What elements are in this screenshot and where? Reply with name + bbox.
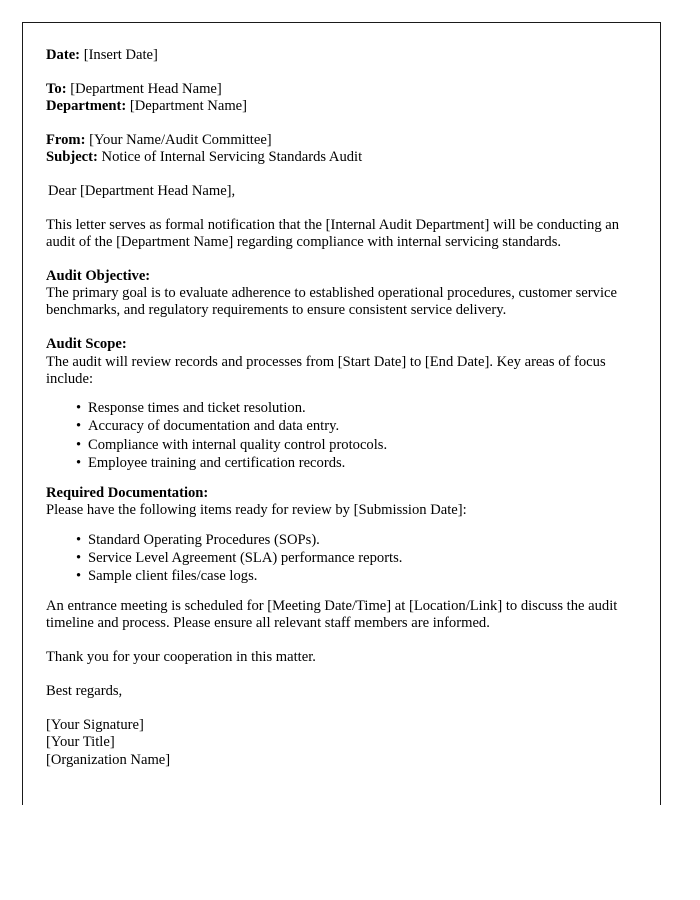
- meeting-paragraph: An entrance meeting is scheduled for [Meeting Date/Time] at [Location/Link] to discuss the audit timeline and process. Please ensure all relevant staff members are informed.: [46, 598, 618, 632]
- section-required-documentation: [46, 485, 628, 585]
- date-line: [46, 47, 628, 64]
- department-line: [46, 98, 628, 115]
- list-item: • Service Level Agreement (SLA) performance reports.: [46, 549, 628, 567]
- required-documentation-bullet-list: [46, 531, 628, 586]
- subject-label: Subject:: [46, 149, 98, 166]
- subject-value: Notice of Internal Servicing Standards Audit: [101, 149, 363, 166]
- date-value: [Insert Date]: [83, 47, 158, 63]
- department-value: [Department Name]: [129, 98, 248, 115]
- list-item: • Response times and ticket resolution.: [46, 399, 628, 417]
- subject-line: [46, 149, 628, 166]
- salutation: Dear [Department Head Name],: [48, 182, 236, 199]
- date-block: [46, 47, 628, 64]
- signature-block: [46, 717, 628, 770]
- department-label: Department:: [46, 98, 127, 115]
- thanks-paragraph-block: [46, 649, 628, 666]
- list-item: • Accuracy of documentation and data entry.: [46, 417, 628, 435]
- from-line: [46, 132, 628, 149]
- title-line: [Your Title]: [46, 734, 115, 751]
- meeting-paragraph-block: [46, 598, 628, 633]
- section-body: The primary goal is to evaluate adherence to established operational procedures, customer service benchmarks, and regulatory requirements to ensure consistent service delivery.: [46, 285, 617, 319]
- document-page: [22, 22, 661, 805]
- list-item: • Standard Operating Procedures (SOPs).: [46, 531, 628, 549]
- from-value: [Your Name/Audit Committee]: [89, 131, 272, 148]
- to-label: To:: [46, 80, 67, 97]
- sender-block: [46, 132, 628, 167]
- section-audit-objective: [46, 268, 628, 320]
- list-item: • Sample client files/case logs.: [46, 567, 628, 585]
- from-label: From:: [46, 131, 86, 148]
- section-heading: Required Documentation:: [46, 484, 209, 501]
- closing-block: [46, 683, 628, 700]
- audit-scope-bullet-list: [46, 399, 628, 472]
- intro-paragraph: This letter serves as formal notification that the [Internal Audit Department] will be conducting an audit of the [Department Name] regarding compliance with internal servicing standards.: [46, 216, 620, 251]
- to-line: [46, 81, 628, 98]
- closing: Best regards,: [46, 683, 123, 700]
- date-label: Date:: [46, 47, 81, 63]
- section-heading: Audit Scope:: [46, 336, 127, 353]
- intro-paragraph-block: [46, 217, 628, 252]
- list-item: • Employee training and certification records.: [46, 454, 628, 472]
- section-body: Please have the following items ready for review by [Submission Date]:: [46, 502, 467, 519]
- organization-line: [Organization Name]: [46, 751, 171, 768]
- thanks-paragraph: Thank you for your cooperation in this matter.: [46, 649, 316, 666]
- to-value: [Department Head Name]: [70, 80, 222, 97]
- salutation-block: [46, 183, 628, 200]
- section-heading: Audit Objective:: [46, 267, 151, 284]
- section-body: The audit will review records and processes from [Start Date] to [End Date]. Key areas of focus include:: [46, 353, 606, 387]
- list-item: • Compliance with internal quality control protocols.: [46, 436, 628, 454]
- section-audit-scope: [46, 336, 628, 472]
- signature-line: [Your Signature]: [46, 716, 144, 733]
- letter-body: [46, 47, 628, 769]
- recipient-block: [46, 81, 628, 116]
